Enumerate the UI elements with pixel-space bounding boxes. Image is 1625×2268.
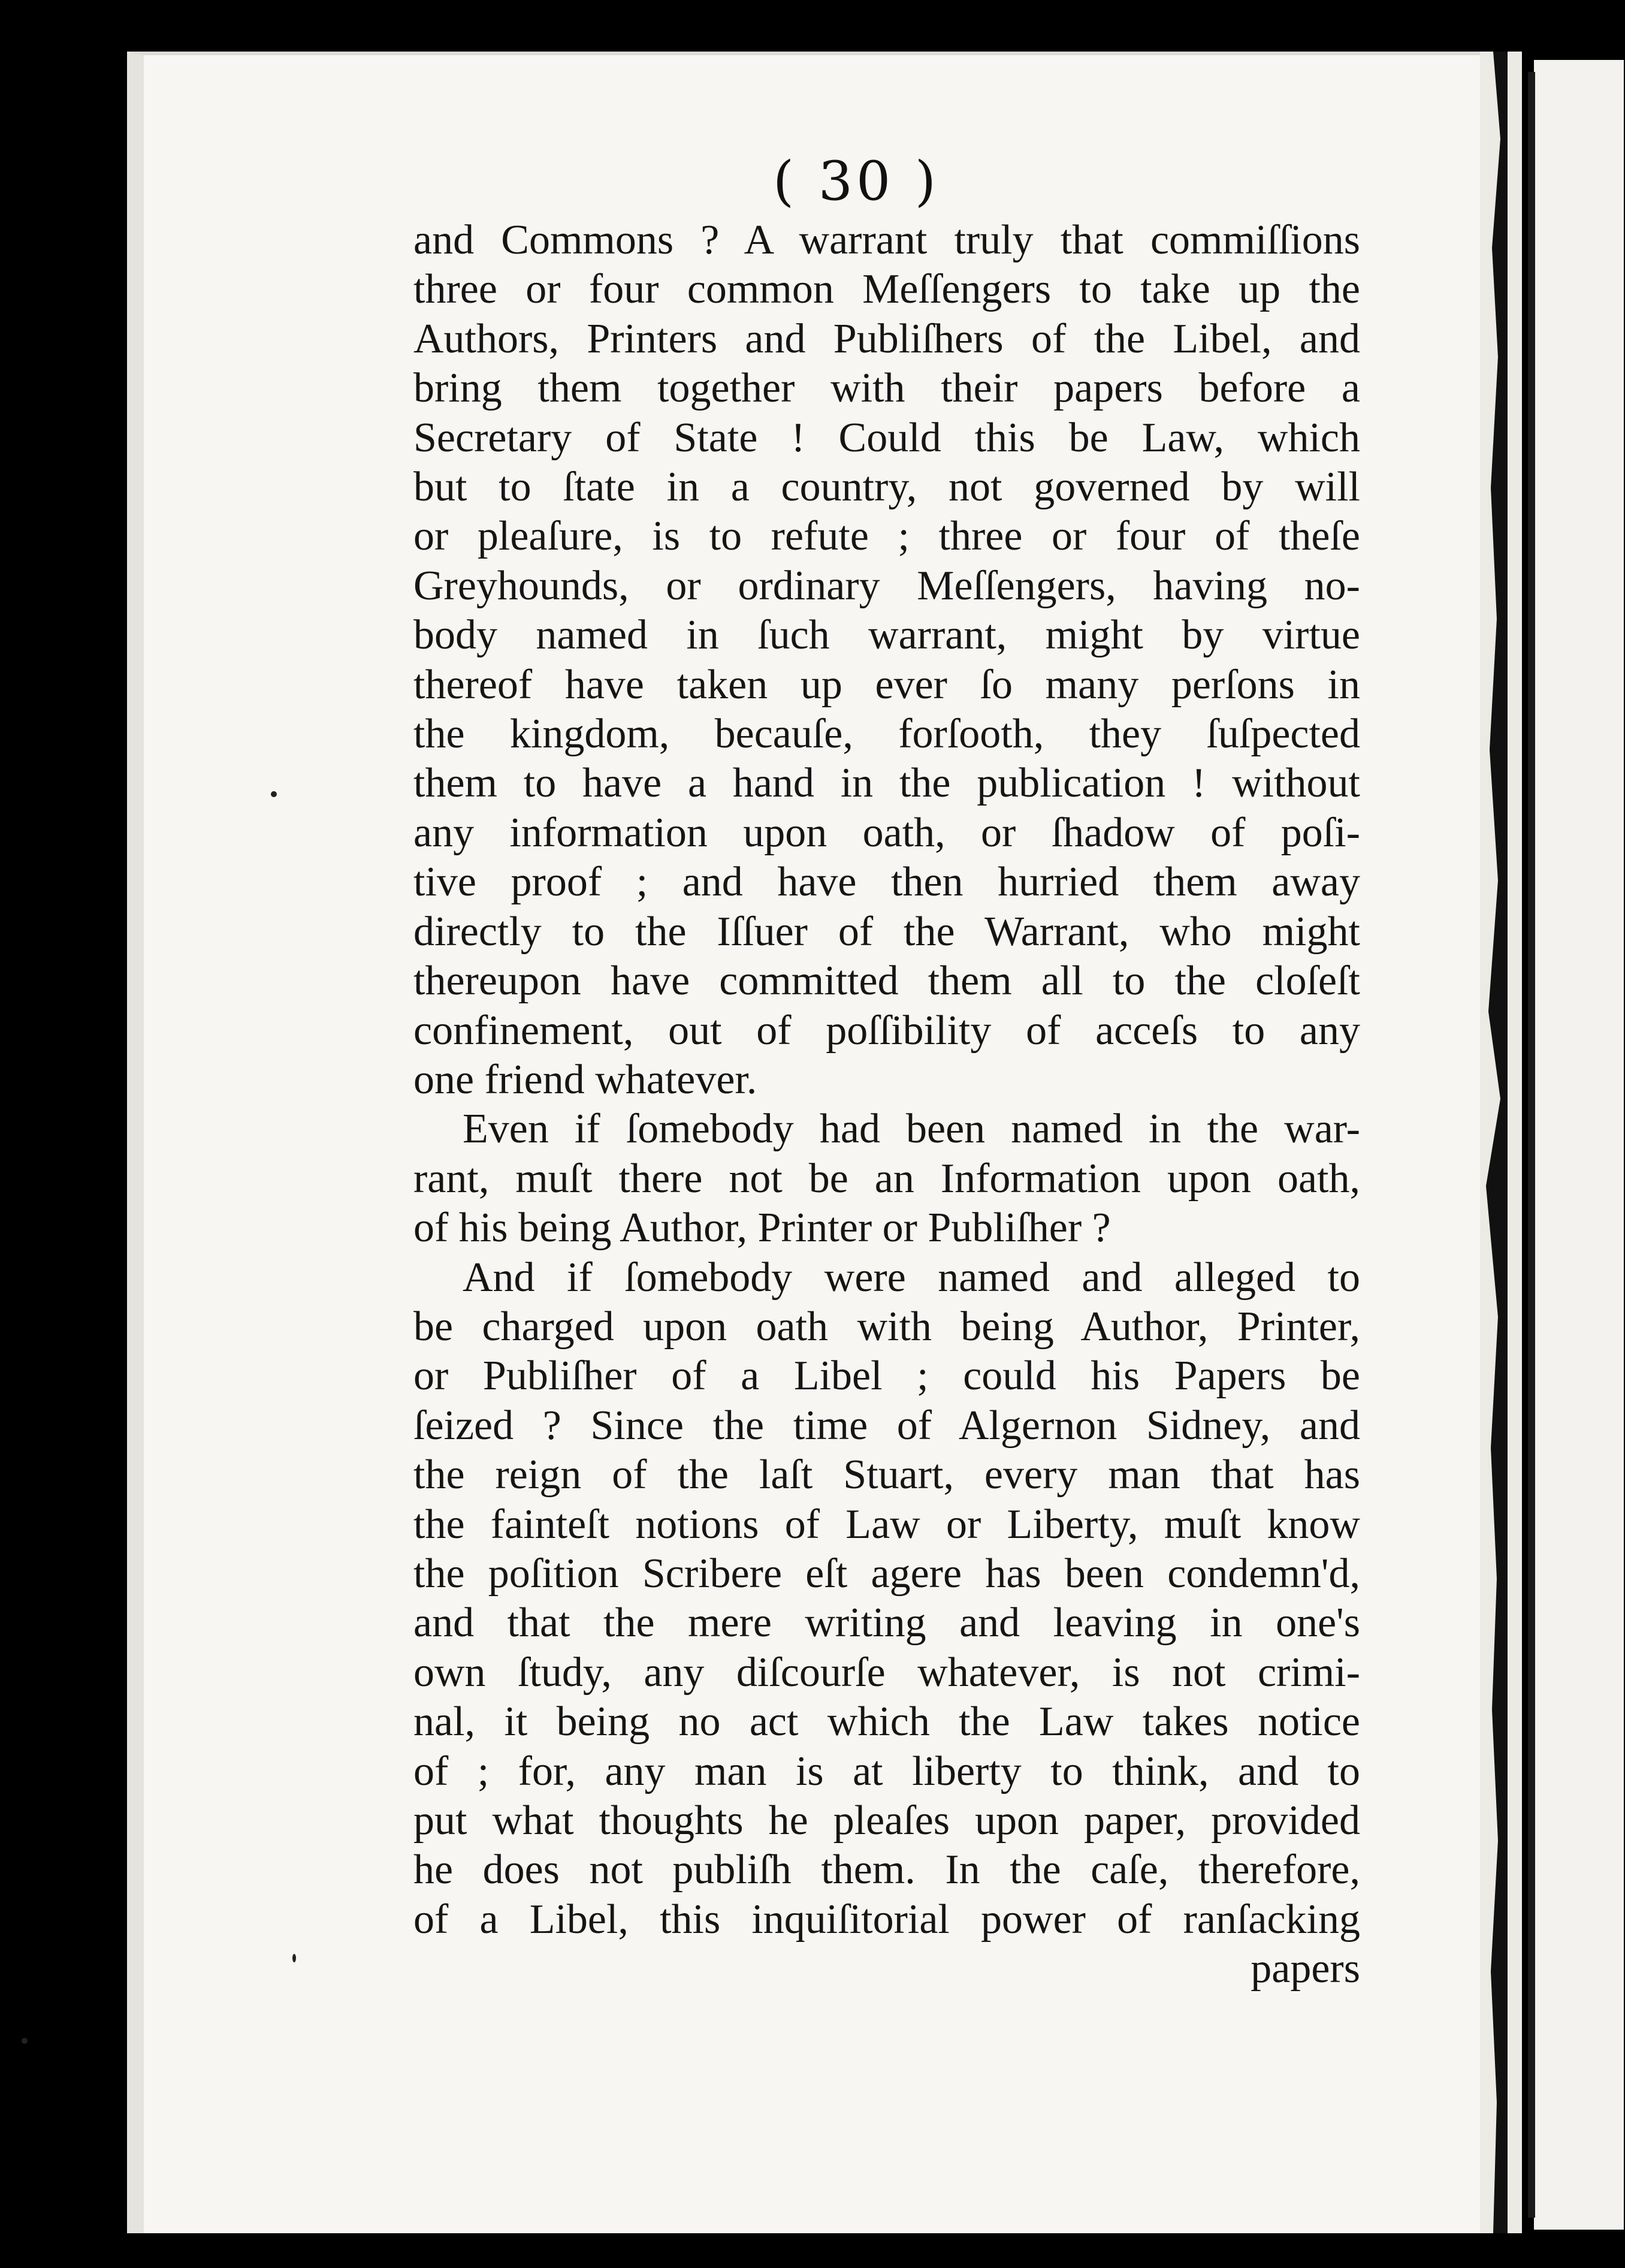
text-line: one friend whatever. — [413, 1056, 757, 1103]
text-line: be charged upon oath with being Author, Printer, — [413, 1303, 1360, 1350]
torn-edge-shadow — [1484, 52, 1508, 2233]
gutter-rule — [1528, 72, 1535, 2218]
text-line: directly to the Iſſuer of the Warrant, who might — [413, 908, 1360, 955]
text-line: any information upon oath, or ſhadow of poſi- — [413, 809, 1360, 856]
text-line: thereupon have committed them all to the cloſeſt — [413, 958, 1360, 1005]
text-line: and that the mere writing and leaving in one's — [413, 1600, 1360, 1646]
page-torn-edge — [1480, 52, 1522, 2233]
text-line: ſeized ? Since the time of Algernon Sidney, and — [413, 1402, 1360, 1449]
text-line: thereof have taken up ever ſo many perſons in — [413, 661, 1360, 708]
text-line: Even if ſomebody had been named in the war- — [463, 1106, 1360, 1153]
text-line: Greyhounds, or ordinary Meſſengers, having no- — [413, 562, 1360, 609]
text-line: rant, muſt there not be an Information upon oath, — [413, 1155, 1360, 1202]
text-line: or pleaſure, is to refute ; three or four of theſe — [413, 513, 1360, 560]
text-line: body named in ſuch warrant, might by virtue — [413, 612, 1360, 659]
text-line: or Publiſher of a Libel ; could his Papers be — [413, 1353, 1360, 1400]
text-line: the fainteſt notions of Law or Liberty, muſt know — [413, 1501, 1360, 1548]
text-line: the poſition Scribere eſt agere has been condemn'd, — [413, 1550, 1360, 1597]
page-number: ( 30 ) — [773, 150, 940, 213]
text-line: confinement, out of poſſibility of acceſs to any — [413, 1007, 1360, 1054]
ink-speck — [271, 791, 277, 797]
text-line: put what thoughts he pleaſes upon paper, provided — [413, 1797, 1360, 1844]
catchword: papers — [1251, 1946, 1360, 1992]
ink-speck — [22, 2038, 28, 2044]
text-line: Secretary of State ! Could this be Law, which — [413, 414, 1360, 461]
text-line: them to have a hand in the publication ! without — [413, 760, 1360, 807]
text-line: Authors, Printers and Publiſhers of the Libel, and — [413, 315, 1360, 362]
text-line: but to ſtate in a country, not governed by will — [413, 464, 1360, 511]
text-line: he does not publiſh them. In the caſe, therefore, — [413, 1847, 1360, 1893]
text-line: And if ſomebody were named and alleged to — [463, 1254, 1360, 1301]
text-line: the kingdom, becauſe, forſooth, they ſuſpected — [413, 711, 1360, 758]
body-text — [413, 216, 1360, 1994]
text-line: of ; for, any man is at liberty to think, and to — [413, 1748, 1360, 1795]
facing-page-strip — [1534, 60, 1624, 2230]
text-line: nal, it being no act which the Law takes notice — [413, 1699, 1360, 1745]
text-line: of his being Author, Printer or Publiſher ? — [413, 1205, 1111, 1251]
text-line: tive proof ; and have then hurried them away — [413, 859, 1360, 906]
text-line: and Commons ? A warrant truly that commiſſions — [413, 217, 1360, 263]
ink-speck — [292, 1954, 296, 1962]
text-line: own ſtudy, any diſcourſe whatever, is not crimi- — [413, 1649, 1360, 1696]
text-line: bring them together with their papers before a — [413, 365, 1360, 412]
text-line: three or four common Meſſengers to take up the — [413, 266, 1360, 313]
text-line: the reign of the laſt Stuart, every man that has — [413, 1452, 1360, 1498]
text-line: of a Libel, this inquiſitorial power of ranſacking — [413, 1896, 1360, 1943]
